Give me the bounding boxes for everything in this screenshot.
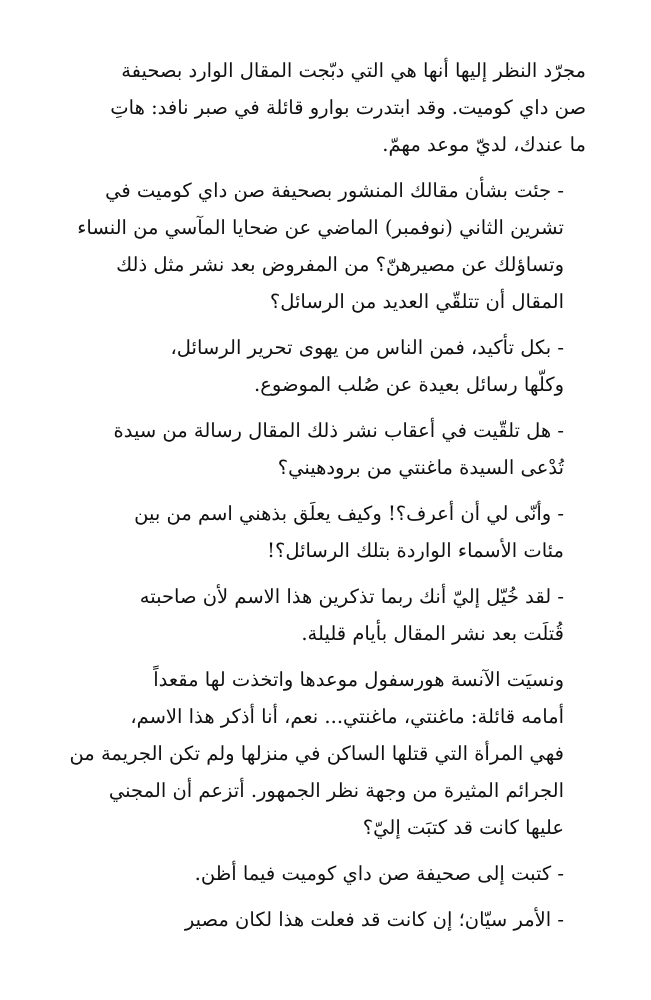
text-line: - الأمر سيّان؛ إن كانت قد فعلت هذا لكان مصير [184,908,564,931]
text-line: ونسيَت الآنسة هورسفول موعدها واتخذت لها مقعداً [153,668,564,691]
text-line: وتساؤلك عن مصيرهنّ؟ من المفروض بعد نشر مثل ذلك [116,253,564,276]
text-line: فهي المرأة التي قتلها الساكن في منزلها ولم تكن الجريمة من [69,742,564,765]
paragraph [66,329,586,403]
paragraph [66,901,586,938]
text-line: مجرّد النظر إليها أنها هي التي دبّجت المقال الوارد بصحيفة [121,59,586,82]
text-line: - لقد خُيّل إليّ أنك ربما تذكرين هذا الاسم لأن صاحبته [139,585,564,608]
text-line: عليها كانت قد كتبَت إليّ؟ [362,816,564,839]
text-line: - هل تلقّيت في أعقاب نشر ذلك المقال رسالة من سيدة [113,419,564,442]
paragraph [66,52,586,163]
text-line: تشرين الثاني (نوفمبر) الماضي عن ضحايا المآسي من النساء [77,216,564,239]
paragraph [66,855,586,892]
text-line: الجرائم المثيرة من وجهة نظر الجمهور. أتزعم أن المجني [108,779,564,802]
text-line: وكلّها رسائل بعيدة عن صُلب الموضوع. [254,373,564,396]
text-line: صن داي كوميت. وقد ابتدرت بوارو قائلة في صبر نافد: هاتِ [110,96,586,119]
text-line: مئات الأسماء الواردة بتلك الرسائل؟! [267,539,564,562]
text-line: أمامه قائلة: ماغنتي، ماغنتي... نعم، أنا أذكر هذا الاسم، [130,705,564,728]
text-line: - وأنّى لي أن أعرف؟! وكيف يعلَق بذهني اسم من بين [134,502,564,525]
text-line: - كتبت إلى صحيفة صن داي كوميت فيما أظن. [194,862,564,885]
paragraph [66,412,586,486]
text-line: - جئت بشأن مقالك المنشور بصحيفة صن داي كوميت في [105,179,564,202]
paragraph [66,661,586,846]
text-line: ما عندك، لديّ موعد مهمّ. [382,133,586,156]
paragraph [66,495,586,569]
text-line: المقال أن تتلقّي العديد من الرسائل؟ [269,290,564,313]
text-line: قُتلَت بعد نشر المقال بأيام قليلة. [301,622,564,645]
paragraph [66,172,586,320]
document-page [66,52,586,947]
text-line: - بكل تأكيد، فمن الناس من يهوى تحرير الرسائل، [170,336,564,359]
paragraph [66,578,586,652]
text-line: تُدْعى السيدة ماغنتي من برودهيني؟ [277,456,564,479]
